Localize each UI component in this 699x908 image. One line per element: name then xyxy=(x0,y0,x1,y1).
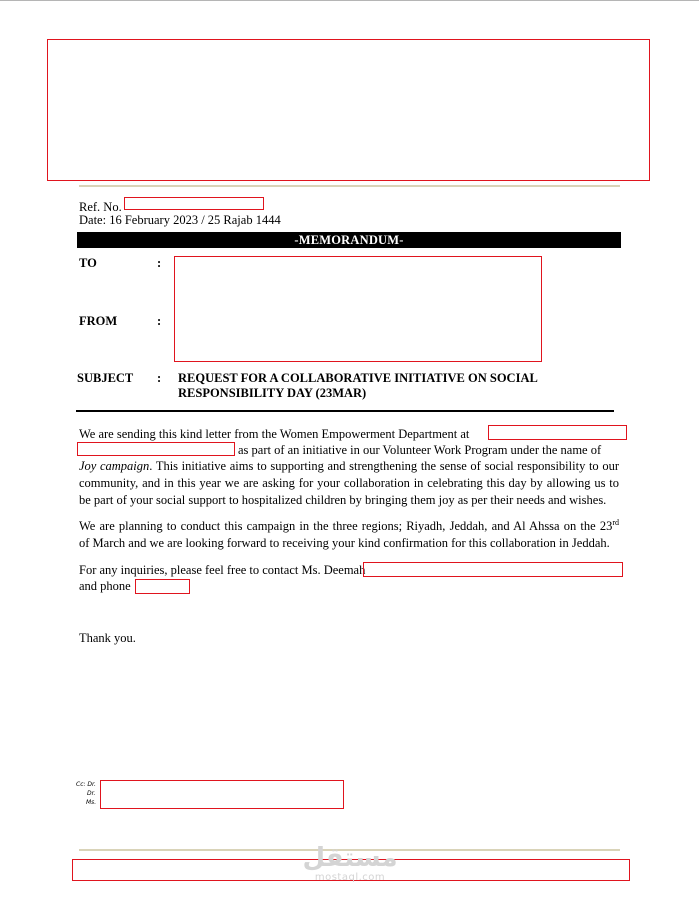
paragraph-2-line-2: of March and we are looking forward to receiving your kind confirmation for this collaboration in Jeddah. xyxy=(79,536,610,550)
paragraph-3-line-2: and phone xyxy=(79,579,131,593)
phone-redaction xyxy=(135,579,190,594)
letterhead-redaction xyxy=(47,39,650,181)
p1-line1-text: We are sending this kind letter from the Women Empowerment Department at xyxy=(79,427,470,441)
paragraph-1-line-3 xyxy=(79,458,619,474)
p1-line2-text: as part of an initiative in our Volunteer Work Program under the name of xyxy=(238,443,602,457)
subject-label: SUBJECT xyxy=(77,371,134,385)
ref-number-redaction xyxy=(124,197,264,210)
p1-line3-text: . This initiative aims to supporting and strengthening the sense of social responsibility to our xyxy=(149,459,619,473)
organization-redaction-1 xyxy=(488,425,627,440)
paragraph-1-line-5: be part of your social support to hospitalized children by bringing them joy as per their needs and wishes. xyxy=(79,493,607,507)
paragraph-1-line-2 xyxy=(238,442,601,458)
subject-divider xyxy=(76,410,614,412)
memorandum-title: -MEMORANDUM- xyxy=(77,232,621,248)
watermark-domain: mostaql.com xyxy=(314,872,386,883)
subject-line-2: RESPONSIBILITY DAY (23MAR) xyxy=(178,386,367,400)
joy-campaign-name: Joy campaign xyxy=(79,459,150,473)
watermark-logo: مستقل xyxy=(302,843,398,873)
paragraph-3-line-1: For any inquiries, please feel free to contact Ms. Deemah xyxy=(79,563,366,577)
cc-names-redaction xyxy=(100,780,344,809)
p2-line1-text: We are planning to conduct this campaign in the three regions; Riyadh, Jeddah, and Al Ahssa on the 23 xyxy=(79,519,613,533)
closing: Thank you. xyxy=(79,631,136,645)
paragraph-2-line-1 xyxy=(79,518,619,534)
subject-colon: : xyxy=(157,371,162,385)
subject-text xyxy=(178,371,578,401)
paragraph-1-line-4: community, and in this year we are asking for your collaboration in celebrating this day by allowing us to xyxy=(79,476,619,490)
to-from-redaction xyxy=(174,256,542,362)
ordinal-suffix: rd xyxy=(612,517,619,527)
header-divider xyxy=(79,185,620,187)
cc-line-3: Ms. xyxy=(86,799,97,806)
subject-line-1: REQUEST FOR A COLLABORATIVE INITIATIVE ON SOCIAL xyxy=(178,371,538,385)
cc-line-2: Dr. xyxy=(87,790,96,797)
footer-redaction xyxy=(72,859,630,881)
from-label: FROM xyxy=(79,314,118,328)
to-label: TO xyxy=(79,256,97,270)
contact-name-redaction xyxy=(363,562,623,577)
cc-line-1: Cc: Dr. xyxy=(76,781,96,788)
ref-label: Ref. No. xyxy=(79,200,122,214)
from-colon: : xyxy=(157,314,162,328)
to-colon: : xyxy=(157,256,162,270)
paragraph-1-line-1 xyxy=(79,426,469,442)
top-border xyxy=(0,0,699,1)
footer-divider xyxy=(79,849,620,851)
organization-redaction-2 xyxy=(77,442,235,456)
date-line: Date: 16 February 2023 / 25 Rajab 1444 xyxy=(79,213,281,227)
